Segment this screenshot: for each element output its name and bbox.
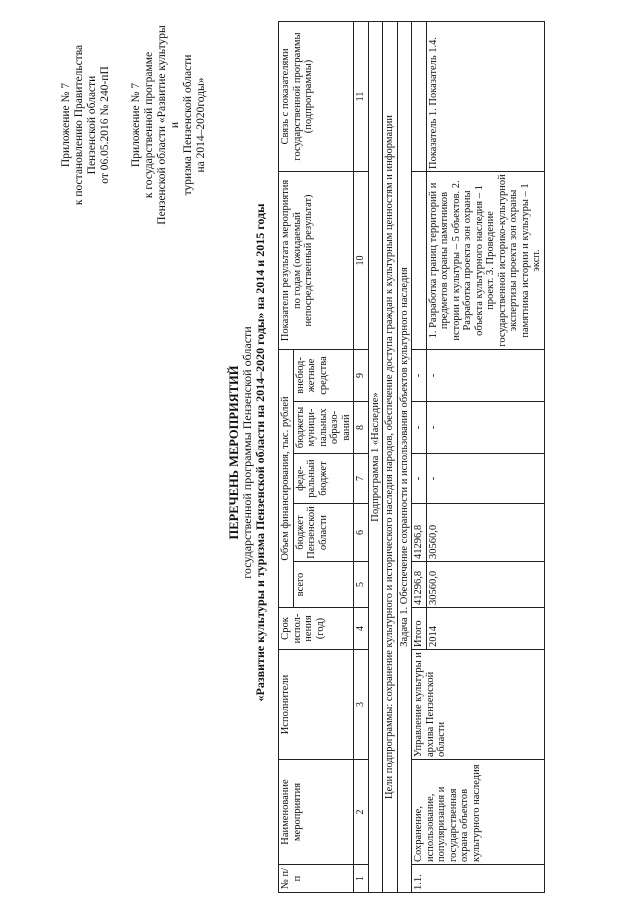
appendix-decree-note: [60, 35, 112, 215]
column-number: 9: [354, 349, 369, 401]
column-number: 7: [354, 454, 369, 504]
row-total: 30560,0: [426, 562, 544, 608]
appendix-line: от 06.05.2016 № 240-пП: [99, 66, 111, 184]
column-number: 5: [354, 562, 369, 608]
row-name: Сохранение, использование, популяризация и государственная охрана объектов культурного наследия: [412, 760, 545, 865]
row-term: 2014: [426, 608, 544, 650]
row-total: 41296,8: [412, 562, 427, 608]
row-result: [412, 171, 427, 349]
column-number: 4: [354, 608, 369, 650]
header-budget-municipal: бюджеты муници-пальных образо-ваний: [293, 402, 354, 454]
appendix-program-note: [130, 25, 208, 225]
row-link: [412, 21, 427, 171]
appendix-line: Пензенской области: [86, 75, 98, 175]
row-link: Показатель 1. Показатель 1.4.: [426, 21, 544, 171]
row-budget-municipal: -: [412, 402, 427, 454]
appendix-line: к государственной программе: [143, 51, 155, 199]
column-number-row: [354, 21, 369, 892]
row-extrabudget: -: [426, 349, 544, 401]
column-number: 2: [354, 760, 369, 865]
subprogram-task: Задача 1. Обеспечение сохранности и использования объектов культурного наследия: [397, 21, 412, 892]
header-num: № п/п: [279, 865, 354, 893]
table-header-row: [279, 21, 294, 892]
appendix-line: к постановлению Правительства: [73, 44, 85, 206]
row-budget-federal: -: [426, 454, 544, 504]
measures-table: [278, 21, 545, 893]
column-number: 6: [354, 504, 369, 562]
header-total: всего: [293, 562, 354, 608]
document-title: [228, 0, 267, 905]
appendix-line: туризма Пензенской области: [182, 54, 194, 196]
header-budget-region: бюджет Пензенской области: [293, 504, 354, 562]
subprogram-row: [368, 21, 383, 892]
appendix-line: Пензенской области «Развитие культуры и: [156, 25, 181, 225]
title-line-1: ПЕРЕЧЕНЬ МЕРОПРИЯТИЙ: [227, 365, 241, 540]
goal-row: [383, 21, 398, 892]
column-number: 11: [354, 21, 369, 171]
title-line-2: государственной программы Пензенской области: [240, 326, 254, 579]
appendix-line: на 2014–2020годы»: [195, 77, 207, 173]
row-budget-region: 30560,0: [426, 504, 544, 562]
row-term: Итого: [412, 608, 427, 650]
row-budget-region: 41296,8: [412, 504, 427, 562]
row-result: 1. Разработка границ территорий и предметов охраны памятников истории и культуры – 5 объектов. 2. Разработка проекта зон охраны объекта культурного наследия – 1 проект. 3. Проведение государственной историко-культурной экспертизы проекта зон охраны памятника истории и культуры – 1 эксп.: [426, 171, 544, 349]
header-term: Срок испол-нения (год): [279, 608, 354, 650]
task-row: [397, 21, 412, 892]
row-budget-federal: -: [412, 454, 427, 504]
column-number: 8: [354, 402, 369, 454]
column-number: 1: [354, 865, 369, 893]
header-link: Связь с показателями государственной программы (подпрограммы): [279, 21, 354, 171]
row-num: 1.1.: [412, 865, 545, 893]
header-extrabudget: внебюд-жетные средства: [293, 349, 354, 401]
title-line-3: «Развитие культуры и туризма Пензенской области на 2014–2020 годы» на 2014 и 2015 годы: [253, 203, 267, 702]
row-extrabudget: -: [412, 349, 427, 401]
row-executor: Управление культуры и архива Пензенской области: [412, 650, 545, 760]
column-number: 10: [354, 171, 369, 349]
row-budget-municipal: -: [426, 402, 544, 454]
appendix-line: Приложение № 7: [60, 82, 72, 168]
subprogram-goal: Цели подпрограммы: сохранение культурного и исторического наследия народов, обеспечение доступа граждан к культурным ценностям и информации: [383, 21, 398, 892]
header-budget-federal: феде-ральный бюджет: [293, 454, 354, 504]
header-executor: Исполнители: [279, 650, 354, 760]
header-result: Показатели результата мероприятия по годам (ожидаемый непосредственный результат): [279, 171, 354, 349]
subprogram-title: Подпрограмма 1 «Наследие»: [368, 21, 383, 892]
table-row: [412, 21, 427, 892]
column-number: 3: [354, 650, 369, 760]
header-name: Наименование мероприятия: [279, 760, 354, 865]
appendix-line: Приложение № 7: [130, 82, 142, 168]
header-funding: Объем финансирования, тыс. рублей: [279, 349, 294, 607]
